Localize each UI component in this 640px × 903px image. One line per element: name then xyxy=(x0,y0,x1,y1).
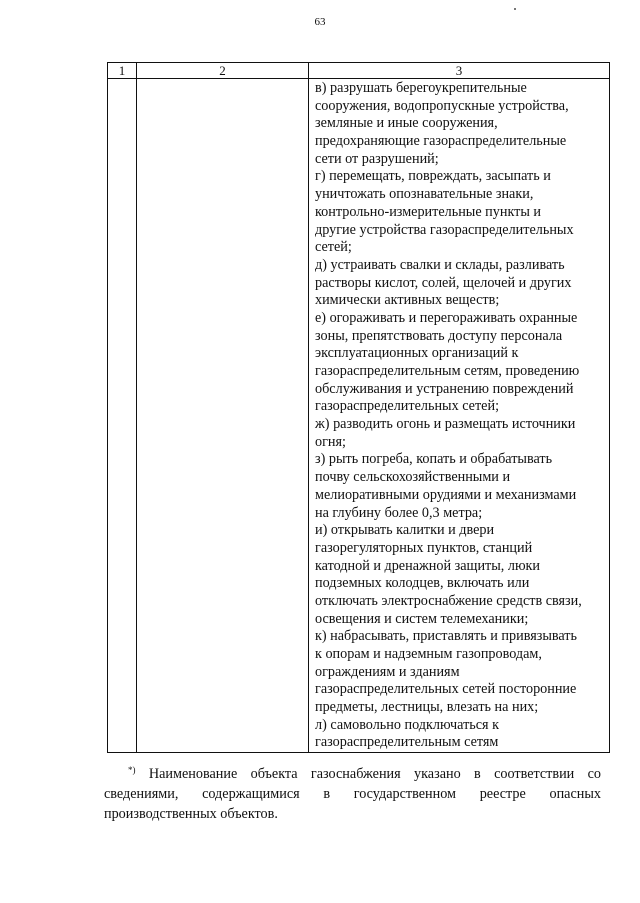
page-number: 63 xyxy=(314,16,326,28)
col3-text-line: контрольно-измерительные пункты и xyxy=(315,203,542,220)
col3-text-line: л) самовольно подключаться к xyxy=(315,716,500,733)
col3-text-line: эксплуатационных организаций к xyxy=(315,345,519,362)
col3-text-line: ж) разводить огонь и размещать источники xyxy=(315,416,576,433)
col3-text-line: подземных колодцев, включать или xyxy=(315,575,530,592)
col3-text-line: обслуживания и устранению повреждений xyxy=(315,380,574,397)
footnote-marker: *) xyxy=(128,765,136,775)
col3-text-line: земляные и иные сооружения, xyxy=(315,115,498,132)
col3-text-line: к) набрасывать, приставлять и привязывать xyxy=(315,628,577,645)
document-table xyxy=(107,62,610,753)
col3-text-line: д) устраивать свалки и склады, разливать xyxy=(315,256,565,273)
col3-text-line: отключать электроснабжение средств связи, xyxy=(315,592,582,609)
col3-text-line: газораспределительных сетей; xyxy=(315,398,500,415)
col3-text-line: мелиоративными орудиями и механизмами xyxy=(315,486,577,503)
col3-text-line: предметы, лестницы, влезать на них; xyxy=(315,699,539,716)
cell-col-1 xyxy=(108,79,137,753)
col3-text-line: зоны, препятствовать доступу персонала xyxy=(315,327,563,344)
col3-text-line: сети от разрушений; xyxy=(315,150,439,167)
table-header-row xyxy=(108,63,610,79)
col3-text-line: г) перемещать, повреждать, засыпать и xyxy=(315,168,551,185)
cell-col-3 xyxy=(309,79,610,753)
col3-text-line: почву сельскохозяйственными и xyxy=(315,469,511,486)
footnote-text: Наименование объекта газоснабжения указано в соответствии со xyxy=(148,766,602,782)
col3-text-line: на глубину более 0,3 метра; xyxy=(315,504,483,521)
header-col-3: 3 xyxy=(309,63,610,79)
col3-text-line: уничтожать опознавательные знаки, xyxy=(315,186,534,203)
col3-text-line: химически активных веществ; xyxy=(315,292,500,309)
col3-text-line: газораспределительным сетям, проведению xyxy=(315,363,580,379)
header-col-1: 1 xyxy=(108,63,137,79)
col3-text-line: и) открывать калитки и двери xyxy=(315,522,495,539)
footnote-line: производственных объектов. xyxy=(104,806,278,822)
col3-text-line: в) разрушать берегоукрепительные xyxy=(315,80,527,96)
col3-text-line: з) рыть погреба, копать и обрабатывать xyxy=(315,451,553,468)
col3-text-line: освещения и систем телемеханики; xyxy=(315,610,529,627)
col3-text-line: растворы кислот, солей, щелочей и других xyxy=(315,274,572,291)
col3-text-line: огня; xyxy=(315,433,346,450)
col3-text-line: е) огораживать и перегораживать охранные xyxy=(315,309,578,326)
header-col-2: 2 xyxy=(137,63,309,79)
col3-text-line: сетей; xyxy=(315,239,352,256)
col3-text-line: другие устройства газораспределительных xyxy=(315,221,574,238)
col3-text-line: сооружения, водопропускные устройства, xyxy=(315,97,569,114)
table-row xyxy=(108,79,610,753)
scan-speck xyxy=(514,8,516,10)
footnote xyxy=(104,760,601,824)
col3-text-line: к опорам и надземным газопроводам, xyxy=(315,646,542,662)
col3-text-line: катодной и дренажной защиты, люки xyxy=(315,557,541,574)
footnote-line xyxy=(104,760,601,784)
cell-col-2 xyxy=(137,79,309,753)
col3-text-line: ограждениям и зданиям xyxy=(315,663,460,680)
col3-text-line: газорегуляторных пунктов, станций xyxy=(315,539,533,556)
col3-text-line: газораспределительных сетей посторонние xyxy=(315,681,577,698)
footnote-line: сведениями, содержащимися в государственном реестре опасных xyxy=(104,786,601,802)
col3-text-line: газораспределительным сетям xyxy=(315,734,499,751)
col3-text-line: предохраняющие газораспределительные xyxy=(315,133,567,150)
